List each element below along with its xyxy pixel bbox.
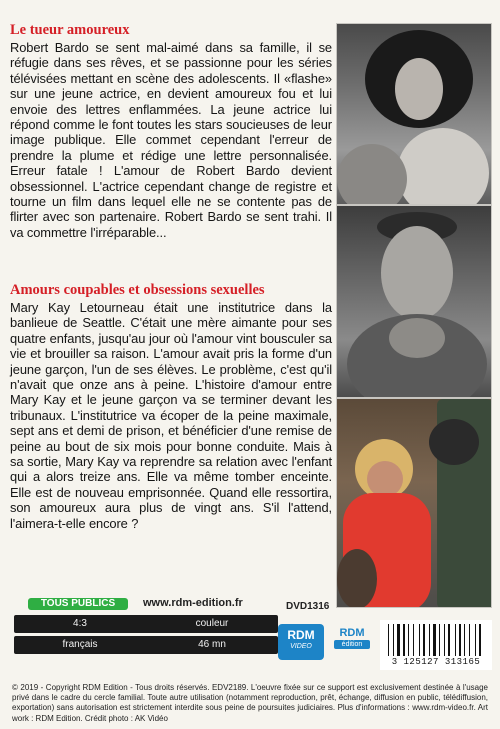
barcode-stripe xyxy=(413,624,414,656)
section-text-amours: Mary Kay Letourneau était une institutrice dans la banlieue de Seattle. C'était une mère aimante pour ses quatre enfants, jusqu'au jour où l'amour vint bousculer sa vie et brouiller sa raison. L'amour avait pris la forme d'un jeune garçon, l'un de ses élèves. Le problème, c'est qu'il n'avait que onze ans à peine. L'histoire d'amour entre Mary Kay et le jeune garçon va se terminer devant les tribunaux. L'institutrice va écoper de la peine maximale, sept ans et demi de prison, et bénéficier d'une remise de peine au bout de six mois pour bonne conduite. Mais à sa sortie, Mary Kay va reprendre sa relation avec l'enfant qui a alors treize ans. Elle va même tomber enceinte. Elle est de nouveau emprisonnée. Quand elle ressortira, son amoureux aura plus de vingt ans. S'il l'attend, l'aimera-t-elle encore ? xyxy=(10,300,332,531)
color-value: couleur xyxy=(195,618,229,629)
barcode-stripe xyxy=(459,624,461,656)
rdm-edition-logo-sub: édition xyxy=(334,640,370,649)
info-row-language xyxy=(14,636,278,654)
rdm-video-logo-sub: VIDEO xyxy=(290,643,312,650)
photo-actress xyxy=(336,23,492,205)
dvd-code: DVD1316 xyxy=(286,601,330,612)
barcode-stripe xyxy=(444,624,445,656)
rdm-video-logo xyxy=(278,624,324,660)
rating-badge: TOUS PUBLICS xyxy=(28,598,128,610)
rdm-edition-logo xyxy=(334,627,370,649)
product-info-area xyxy=(8,596,492,678)
photo-robert-bardo xyxy=(336,205,492,398)
barcode-stripe xyxy=(448,624,450,656)
section-text-tueur: Robert Bardo se sent mal-aimé dans sa famille, il se réfugie dans ses rêves, et se passionne pour les séries télévisées mettant en scène des adolescents. Il «flashe» sur une jeune actrice, en devient amoureux fou et lui envoie des lettres enflammées. La jeune actrice lui répond comme le font toutes les stars soucieuses de leur image publique. Elle commet cependant l'erreur de prendre la plume et rédige une lettre personnalisée. Erreur fatale ! L'amour de Robert Bardo devient obsessionnel. L'actrice cependant change de registre et tourne un film dans lequel elle ne se contente pas de flirter avec son partenaire. Robert Bardo se sent trahi. Il va commettre l'irréparable... xyxy=(10,40,332,240)
website-text: www.rdm-edition.fr xyxy=(143,597,243,609)
barcode-stripe xyxy=(475,624,476,656)
barcode-stripe xyxy=(397,624,400,656)
language-value: français xyxy=(62,639,98,650)
barcode-stripe xyxy=(423,624,425,656)
photo-mary-kay-letourneau xyxy=(336,398,492,608)
section-title-tueur: Le tueur amoureux xyxy=(10,22,130,38)
rdm-video-logo-text: RDM xyxy=(287,628,315,642)
section-title-amours: Amours coupables et obsessions sexuelles xyxy=(10,282,265,298)
barcode-stripe xyxy=(469,624,470,656)
legal-notice: © 2019 - Copyright RDM Edition - Tous droits réservés. EDV2189. L'oeuvre fixée sur ce support est exclusivement destinée à l'usage privé dans le cadre du cercle familial. Toute autre utilisation (notamment reproduction, prêt, échange, diffusion en public, télédiffusion, exportation) sans autorisation est strictement interdite sous peine de poursuites judiciaires. Plus d'informations : www.rdm-video.fr. Art work : RDM Edition. Crédit photo : AK Vidéo xyxy=(12,683,488,723)
barcode-stripe xyxy=(393,624,394,656)
duration-value: 46 mn xyxy=(198,639,226,650)
barcode-stripe xyxy=(479,624,481,656)
technical-info-table xyxy=(14,615,278,655)
barcode-stripe xyxy=(439,624,440,656)
info-row-format xyxy=(14,615,278,633)
barcode-stripe xyxy=(419,624,420,656)
barcode-stripe xyxy=(433,624,436,656)
barcode-number: 3 125127 313165 xyxy=(391,657,481,667)
barcode-stripe xyxy=(388,624,389,656)
barcode-stripe xyxy=(408,624,409,656)
rdm-edition-logo-text: RDM xyxy=(339,627,365,639)
barcode xyxy=(380,620,492,670)
barcode-stripe xyxy=(455,624,456,656)
barcode-stripe xyxy=(403,624,405,656)
format-value: 4:3 xyxy=(73,618,87,629)
barcode-stripe xyxy=(429,624,430,656)
barcode-stripe xyxy=(464,624,465,656)
barcode-bars xyxy=(388,624,484,656)
